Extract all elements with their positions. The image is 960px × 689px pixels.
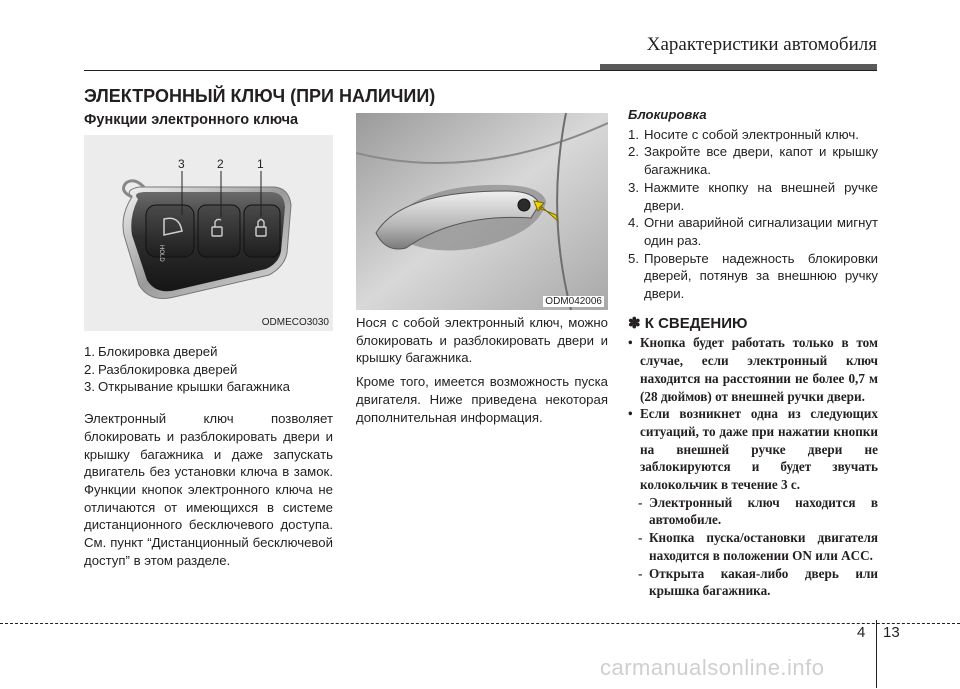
figure2-code: ODM042006 (545, 296, 602, 307)
engine-start-paragraph: Кроме того, имеется возможность пуска двигателя. Ниже приведена некоторая дополнительная информация. (356, 374, 608, 425)
note-symbol-icon: ✽ (628, 314, 641, 332)
key-fob-illustration (84, 135, 333, 331)
header-title: Характеристики автомобиля (646, 34, 877, 55)
hold-label: HOLD (158, 245, 164, 262)
carry-key-paragraph: Нося с собой электронный ключ, можно блокировать и разблокировать двери и крышку багажника. (356, 315, 608, 366)
note-body (628, 334, 878, 600)
lock-title: Блокировка (628, 107, 707, 122)
note-bullet: • Если возникнет одна из следующих ситуаций, то даже при нажатии кнопки на внешней ручке двери не заблокируются и будет звучать колокольчик в течение 3 с. (628, 406, 878, 493)
list-item: 1. Блокировка дверей (84, 344, 218, 359)
chapter-number: 4 (857, 624, 866, 641)
function-list (84, 343, 333, 396)
list-item: 3. Открывание крышки багажника (84, 379, 290, 395)
note-title: К СВЕДЕНИЮ (644, 314, 748, 332)
list-item: 1. Носите с собой электронный ключ. (628, 126, 859, 142)
key-fob-figure (84, 135, 333, 331)
middle-column (356, 314, 608, 426)
note-heading (628, 315, 878, 333)
list-item: 4. Огни аварийной сигнализации мигнут один раз. (628, 215, 878, 248)
callout-1: 1 (257, 157, 264, 171)
note-dash-item: - Кнопка пуска/остановки двигателя находится в положении ON или ACC. (638, 530, 878, 563)
list-item: 2. Разблокировка дверей (84, 361, 238, 377)
door-handle-illustration (356, 113, 608, 310)
watermark: carmanualsonline.info (600, 655, 825, 680)
left-column (84, 343, 333, 569)
callout-3: 3 (178, 157, 185, 171)
note-dash-item: - Электронный ключ находится в автомобиле. (638, 494, 878, 528)
header-rule (84, 70, 877, 71)
list-item: 5. Проверьте надежность блокировки дверей, потянув за внешнюю ручку двери. (628, 250, 878, 302)
note-dash-item: - Открыта какая-либо дверь или крышка багажника. (638, 565, 878, 599)
list-item: 3. Нажмите кнопку на внешней ручке двери. (628, 179, 878, 213)
lock-steps (628, 126, 878, 303)
note-bullet: • Кнопка будет работать только в том случае, если электронный ключ находится на расстоянии не более 0,7 м (28 дюймов) от внешней ручки двери. (628, 335, 878, 404)
callout-2: 2 (217, 157, 224, 171)
list-item: 2. Закройте все двери, капот и крышку багажника. (628, 144, 878, 178)
section-title: ЭЛЕКТРОННЫЙ КЛЮЧ (ПРИ НАЛИЧИИ) (84, 86, 436, 106)
door-handle-figure (356, 113, 608, 310)
right-column (628, 106, 878, 600)
footer-rule (0, 623, 960, 624)
intro-paragraph: Электронный ключ позволяет блокировать и разблокировать двери и крышку багажника и даже запускать двигатель без установки ключа в замок. Функции кнопок электронного ключа не отличаются от имеющихся в системе дистанционного бесключевого доступа. См. пункт “Дистанционный бесключевой доступ” в этом разделе. (84, 411, 333, 568)
section-subtitle: Функции электронного ключа (84, 112, 299, 128)
page-number: 13 (883, 624, 900, 641)
figure1-code: ODMECO3030 (261, 317, 329, 328)
footer-separator (876, 620, 877, 688)
